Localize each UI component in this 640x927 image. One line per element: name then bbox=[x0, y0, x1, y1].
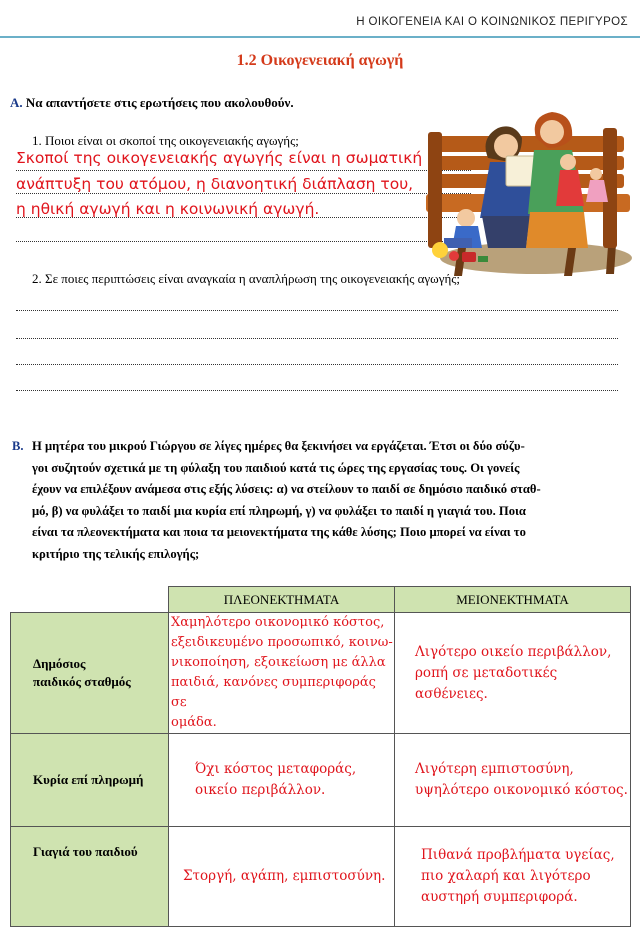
cons-cell bbox=[395, 734, 631, 827]
row-label-line: Κυρία επί πληρωμή bbox=[33, 772, 144, 787]
answer-1-line-1: Σκοποί της οικογενειακής αγωγής είναι η σωματική bbox=[16, 149, 423, 167]
pros-cons-table bbox=[10, 586, 631, 927]
running-title: Η ΟΙΚΟΓΕΝΕΙΑ ΚΑΙ Ο ΚΟΙΝΩΝΙΚΟΣ ΠΕΡΙΓΥΡΟΣ bbox=[356, 16, 628, 28]
row-label-line: Γιαγιά του παιδιού bbox=[33, 844, 138, 859]
pros-cell bbox=[169, 734, 395, 827]
pros-cell bbox=[169, 613, 395, 734]
answer-line bbox=[16, 390, 618, 391]
cons-line: ροπή σε μεταδοτικές ασθένειες. bbox=[415, 664, 558, 702]
pros-line: οικείο περιβάλλον. bbox=[195, 782, 326, 798]
pros-line: παιδιά, κανόνες συμπεριφοράς σε bbox=[171, 675, 376, 710]
answer-line bbox=[16, 310, 618, 311]
section-b-line: Η μητέρα του μικρού Γιώργου σε λίγες ημέρες θα ξεκινήσει να εργάζεται. Έτσι οι δύο σύζυ- bbox=[32, 439, 525, 453]
pros-line: νικοποίηση, εξοικείωση με άλλα bbox=[171, 655, 386, 670]
cons-line: υψηλότερο οικονομικό κόστος. bbox=[415, 782, 628, 798]
cons-line: Λιγότερο οικείο περιβάλλον, bbox=[415, 643, 612, 660]
table-row bbox=[11, 734, 631, 827]
section-b-line: έχουν να επιλέξουν ανάμεσα στις εξής λύσεις: α) να στείλουν το παιδί σε δημόσιο παιδικό σταθ- bbox=[32, 482, 541, 496]
table-row bbox=[11, 827, 631, 927]
answer-1-line-3: η ηθική αγωγή και η κοινωνική αγωγή. bbox=[16, 200, 320, 218]
cons-line: Πιθανά προβλήματα υγείας, bbox=[421, 847, 615, 863]
answer-line bbox=[16, 364, 618, 365]
header-disadvantages: ΜΕΙΟΝΕΚΤΗΜΑΤΑ bbox=[395, 587, 631, 613]
section-a-letter: Α. bbox=[10, 95, 23, 110]
answer-line bbox=[16, 170, 471, 171]
section-b-line: είναι τα πλεονεκτήματα και ποια τα μειονεκτήματα της κάθε λύσης; Ποιο μπορεί να είναι το bbox=[32, 525, 526, 539]
answer-line bbox=[16, 338, 618, 339]
pros-cell bbox=[169, 827, 395, 927]
header-advantages: ΠΛΕΟΝΕΚΤΗΜΑΤΑ bbox=[169, 587, 395, 613]
section-a-text: Να απαντήσετε στις ερωτήσεις που ακολουθούν. bbox=[25, 95, 294, 110]
row-label-line: παιδικός σταθμός bbox=[33, 674, 131, 689]
pros-line: Στοργή, αγάπη, εμπιστοσύνη. bbox=[183, 868, 386, 884]
section-b-letter: Β. bbox=[12, 439, 24, 453]
cons-line: αυστηρή συμπεριφορά. bbox=[421, 889, 578, 905]
pros-line: Όχι κόστος μεταφοράς, bbox=[195, 761, 357, 777]
answer-line bbox=[16, 217, 471, 218]
family-reading-icon bbox=[418, 98, 640, 278]
cons-cell bbox=[395, 827, 631, 927]
row-label bbox=[11, 827, 169, 927]
answer-line bbox=[16, 241, 471, 242]
question-2: 2. Σε ποιες περιπτώσεις είναι αναγκαία η αναπλήρωση της οικογενειακής αγωγής; bbox=[32, 271, 461, 286]
page-header bbox=[0, 0, 640, 38]
cons-line: πιο χαλαρή και λιγότερο bbox=[421, 868, 591, 884]
section-b-line: γοι συζητούν σχετικά με τη φύλαξη του παιδιού κατά τις ώρες της εργασίας τους. Οι γονείς bbox=[32, 460, 520, 475]
question-1: 1. Ποιοι είναι οι σκοποί της οικογενειακής αγωγής; bbox=[32, 133, 299, 148]
table-row bbox=[11, 613, 631, 734]
row-label bbox=[11, 613, 169, 734]
section-b-line: μό, β) να φυλάξει το παιδί μια κυρία επί πληρωμή, γ) να φυλάξει το παιδί η γιαγιά του. Ποια bbox=[32, 503, 526, 518]
table-header-row bbox=[11, 587, 631, 613]
row-label bbox=[11, 734, 169, 827]
pros-line: ομάδα. bbox=[171, 715, 217, 730]
section-b-prompt bbox=[12, 436, 626, 565]
section-a-instruction bbox=[10, 95, 294, 111]
cons-line: Λιγότερη εμπιστοσύνη, bbox=[415, 761, 574, 777]
pros-line: εξειδικευμένο προσωπικό, κοινω- bbox=[171, 635, 393, 650]
answer-1-line-2: ανάπτυξη του ατόμου, η διανοητική διάπλαση του, bbox=[16, 175, 414, 193]
row-label-line: Δημόσιος bbox=[33, 656, 86, 671]
page-title: 1.2 Οικογενειακή αγωγή bbox=[236, 52, 404, 69]
cons-cell bbox=[395, 613, 631, 734]
table-corner bbox=[11, 587, 169, 613]
pros-line: Χαμηλότερο οικονομικό κόστος, bbox=[171, 615, 385, 630]
answer-line bbox=[16, 193, 471, 194]
section-b-line: κριτήριο της τελικής επιλογής; bbox=[32, 546, 200, 561]
